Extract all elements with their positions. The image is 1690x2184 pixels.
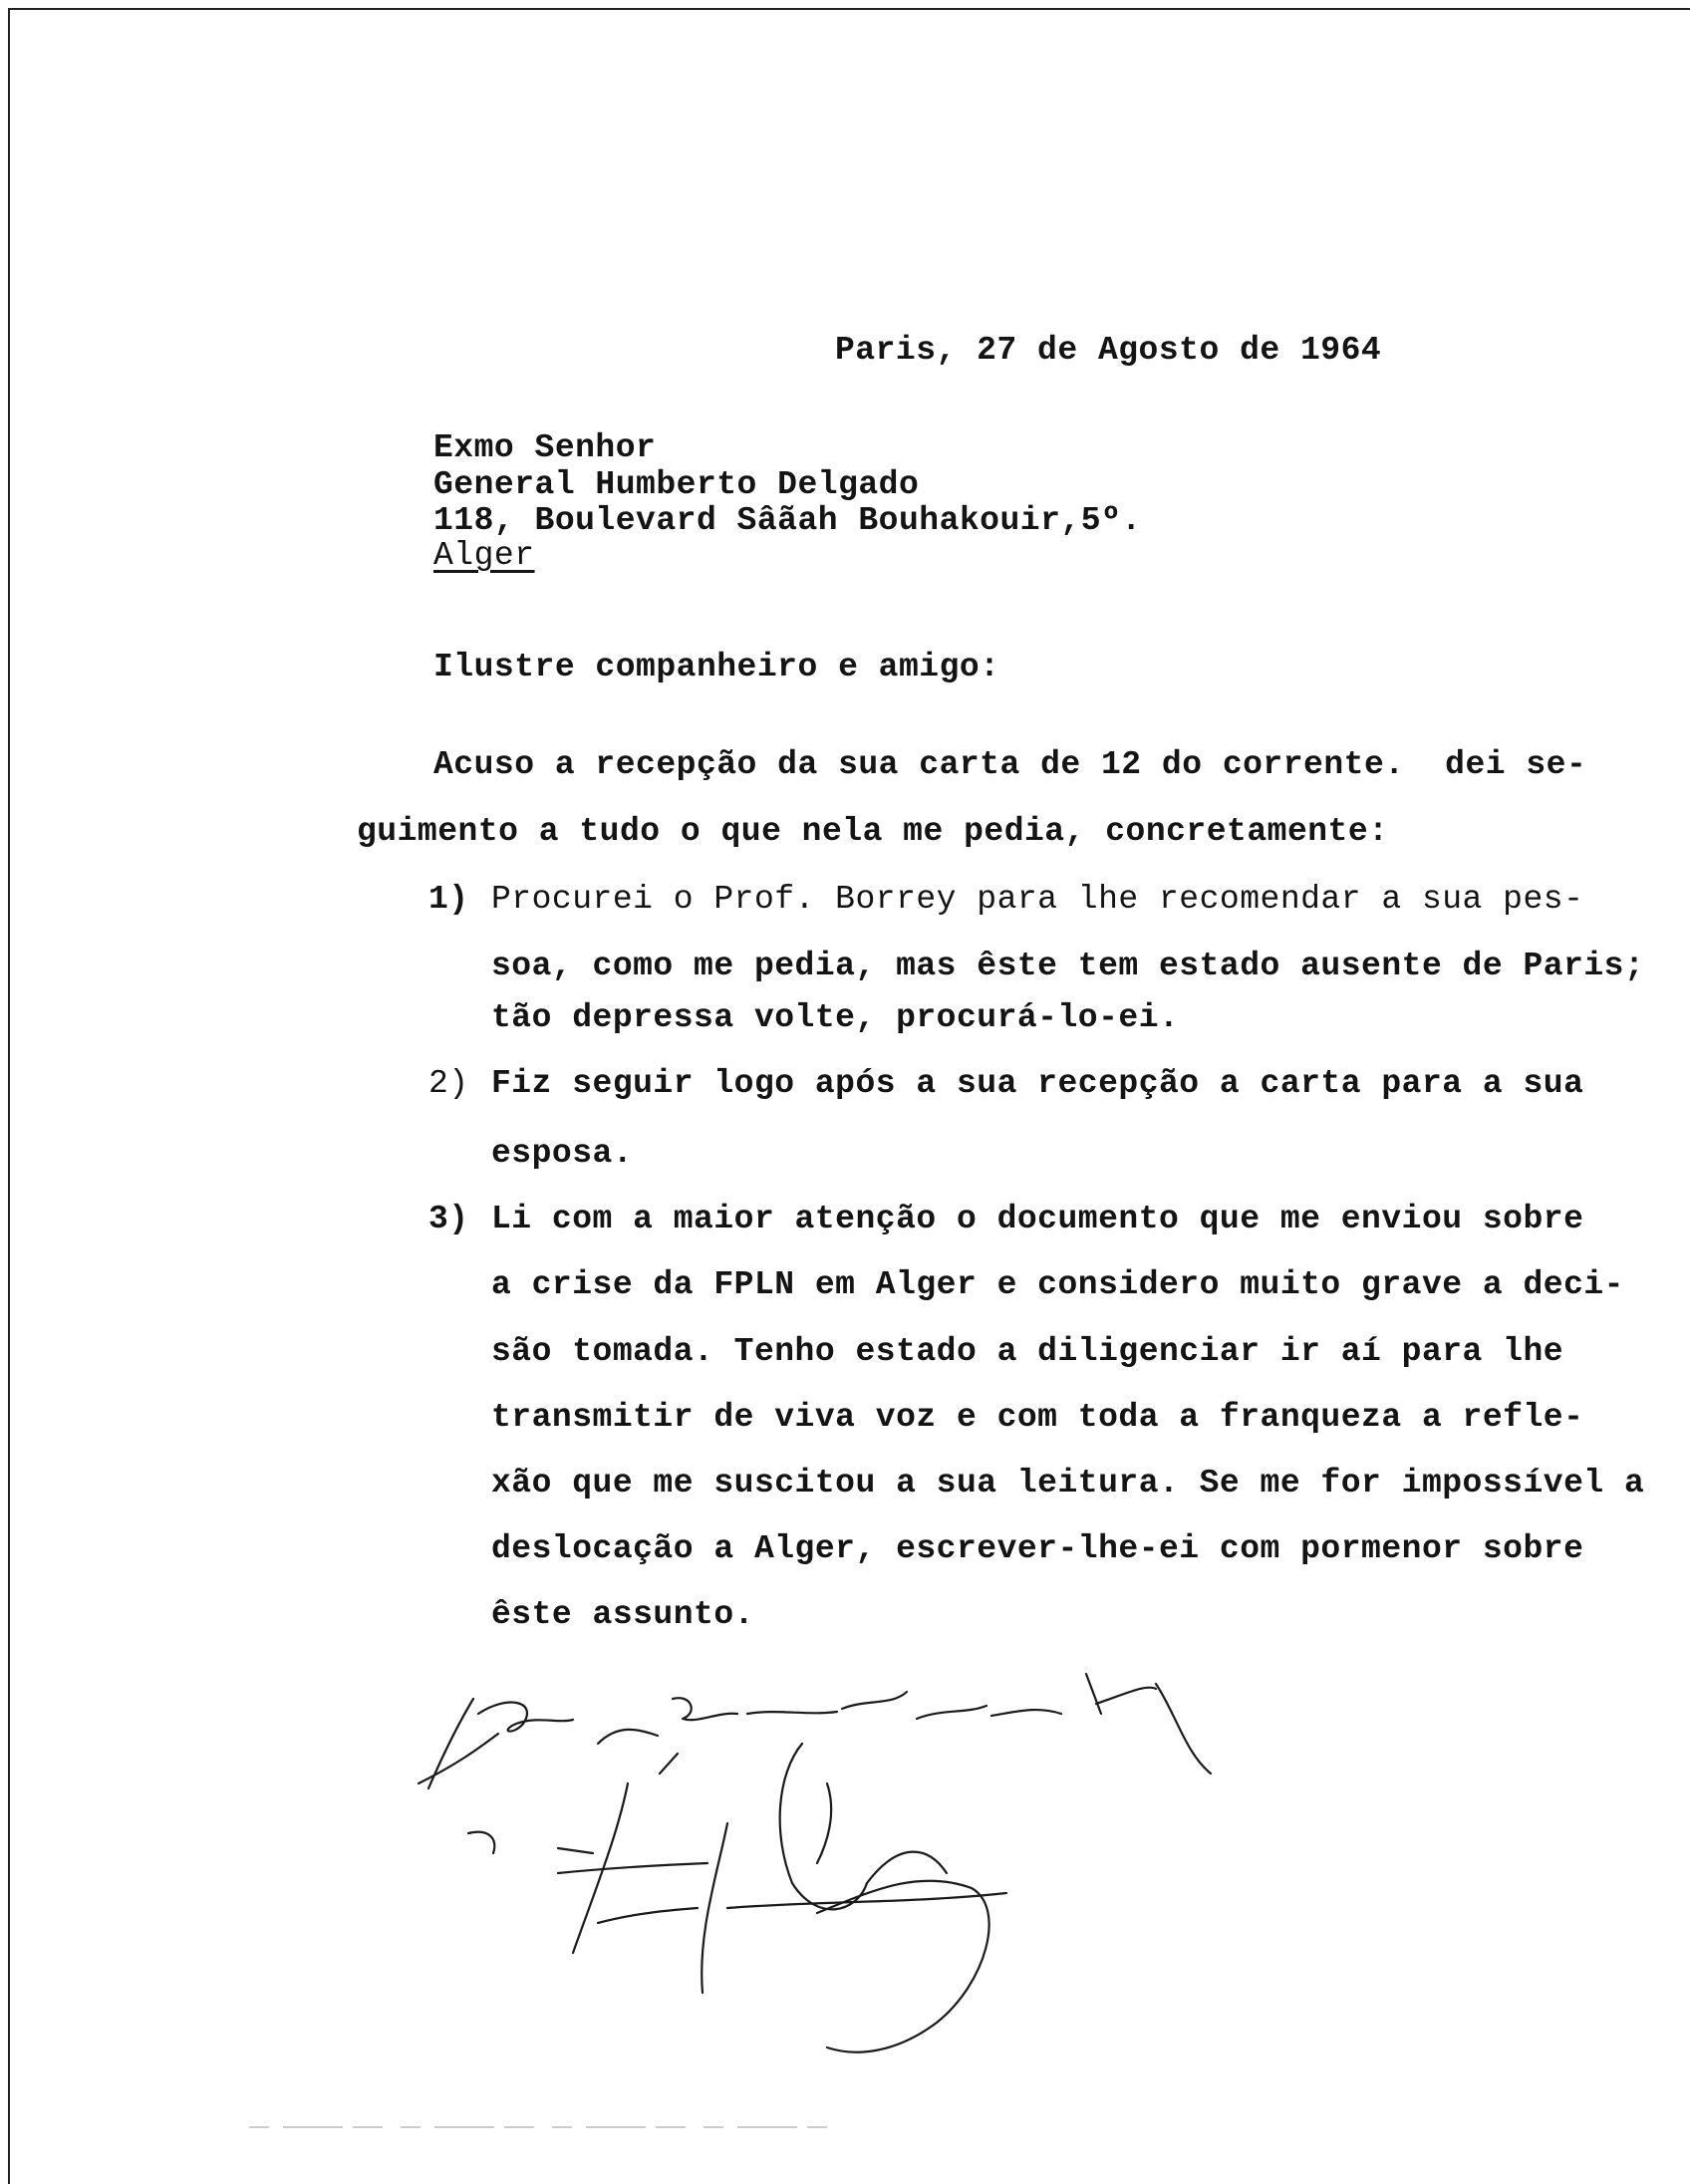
recipient-city: Alger: [433, 537, 535, 574]
date-line: Paris, 27 de Agosto de 1964: [835, 332, 1382, 369]
item-1-line-3: tão depressa volte, procurá-lo-ei.: [491, 999, 1180, 1036]
salutation: Ilustre companheiro e amigo:: [433, 649, 1000, 685]
scan-left-edge: [8, 8, 10, 2184]
item-3-line-4: transmitir de viva voz e com toda a franqueza a refle-: [491, 1399, 1584, 1436]
item-3-line-7: êste assunto.: [491, 1596, 754, 1633]
item-3-line-1: Li com a maior atenção o documento que me enviou sobre: [491, 1201, 1584, 1237]
item-1-line-1: Procurei o Prof. Borrey para lhe recomendar a sua pes-: [491, 881, 1584, 918]
recipient-address: 118, Boulevard Sâãah Bouhakouir,5º.: [433, 502, 1142, 539]
item-3-line-6: deslocação a Alger, escrever-lhe-ei com pormenor sobre: [491, 1530, 1584, 1567]
item-1-number: 1): [428, 881, 469, 918]
body-line-1: Acuso a recepção da sua carta de 12 do corrente. dei se-: [433, 746, 1587, 783]
recipient-title: Exmo Senhor: [433, 429, 657, 466]
recipient-name: General Humberto Delgado: [433, 466, 920, 503]
handwritten-signature: [399, 1654, 1654, 2072]
item-2-number: 2): [428, 1065, 469, 1102]
item-3-line-2: a crise da FPLN em Alger e considero muito grave a deci-: [491, 1266, 1624, 1303]
item-3-line-5: xão que me suscitou a sua leitura. Se me for impossível a: [491, 1465, 1645, 1502]
scan-top-edge: [8, 8, 1690, 10]
body-line-2: guimento a tudo o que nela me pedia, concretamente:: [357, 813, 1389, 850]
item-1-line-2: soa, como me pedia, mas êste tem estado ausente de Paris;: [491, 948, 1645, 984]
item-2-line-2: esposa.: [491, 1135, 634, 1172]
item-2-line-1: Fiz seguir logo após a sua recepção a carta para a sua: [491, 1065, 1584, 1102]
scan-artifacts: [249, 2125, 827, 2129]
item-3-line-3: são tomada. Tenho estado a diligenciar ir aí para lhe: [491, 1333, 1564, 1370]
item-3-number: 3): [428, 1201, 469, 1237]
